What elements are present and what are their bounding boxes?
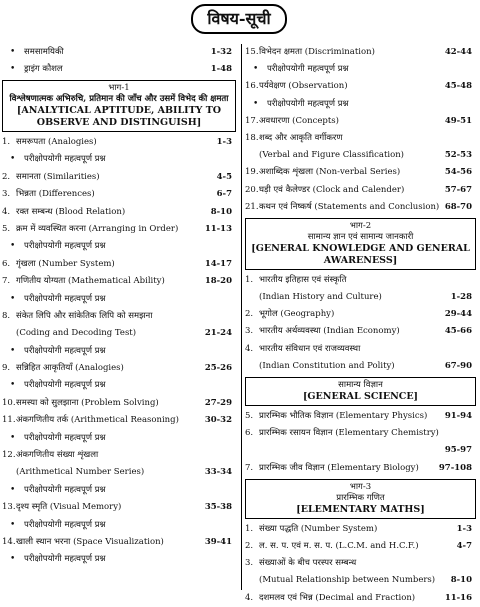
toc-entry <box>0 464 240 481</box>
page-range: 91-94 <box>444 411 472 421</box>
page-range: 68-70 <box>444 201 472 212</box>
entry-title: ड्राइंग कौशल <box>24 64 63 74</box>
page-range: 30-32 <box>204 415 232 426</box>
toc-entry <box>243 78 480 95</box>
bullet-icon: • <box>10 345 16 356</box>
section-3-label: भाग-3 <box>349 481 372 492</box>
section-1-english: [ANALYTICAL APTITUDE, ABILITY TO OBSERVE AND DISTINGUISH] <box>16 105 222 128</box>
entry-number: 2. <box>245 309 254 320</box>
toc-entry <box>243 44 480 61</box>
toc-entry <box>243 442 480 459</box>
page-range: 14-17 <box>204 258 232 269</box>
entry-title: (Mutual Relationship between Numbers) <box>259 575 436 586</box>
page-range: 27-29 <box>204 397 232 408</box>
bullet-icon: • <box>10 519 16 530</box>
page-range: 4-7 <box>456 540 472 551</box>
toc-subitem <box>0 238 240 255</box>
section-2-hindi: सामान्य ज्ञान एवं सामान्य जानकारी <box>307 231 414 242</box>
toc-subitem <box>0 430 240 447</box>
toc-entry <box>243 358 480 375</box>
toc-entry <box>0 204 240 221</box>
section-2-english: [GENERAL KNOWLEDGE AND GENERAL AWARENESS] <box>251 242 470 266</box>
entry-number: 8. <box>2 310 11 321</box>
entry-number: 6. <box>245 428 254 439</box>
entry-title: दृश्य स्मृति (Visual Memory) <box>16 502 122 513</box>
entry-number: 18. <box>245 132 259 143</box>
entry-title: अंकगणितीय संख्या शृंखला <box>16 450 99 461</box>
entry-title: अंकगणितीय तर्क (Arithmetical Reasoning) <box>16 415 179 426</box>
toc-entry <box>243 289 480 306</box>
toc-entry <box>0 395 240 412</box>
entry-number: 4. <box>245 592 254 603</box>
toc-subitem <box>0 343 240 360</box>
toc-entry <box>243 306 480 323</box>
entry-title: कथन एवं निष्कर्ष (Statements and Conclusion) <box>259 201 440 212</box>
bullet-icon: • <box>253 98 259 109</box>
toc-entry <box>0 169 240 186</box>
section-1-label: भाग-1 <box>108 83 130 93</box>
entry-title: रक्त सम्बन्ध (Blood Relation) <box>16 206 126 217</box>
entry-title: परीक्षोपयोगी महत्वपूर्ण प्रश्न <box>24 432 106 443</box>
page-range: 1-32 <box>210 47 232 57</box>
toc-entry <box>0 256 240 273</box>
page-range: 8-10 <box>210 206 232 217</box>
entry-title: भिन्नता (Differences) <box>16 189 95 200</box>
entry-title: अशाब्दिक शृंखला (Non-verbal Series) <box>259 167 401 178</box>
toc-entry <box>0 325 240 342</box>
entry-number: 5. <box>2 223 11 234</box>
entry-number: 3. <box>2 189 11 200</box>
toc-entry <box>243 538 480 555</box>
page-range: 49-51 <box>444 115 472 126</box>
entry-number: 3. <box>245 326 254 337</box>
entry-title: दशमलव एवं भिन्न (Decimal and Fraction) <box>259 592 416 603</box>
page-range: 6-7 <box>216 189 232 200</box>
entry-title: खाली स्थान भरना (Space Visualization) <box>16 536 164 547</box>
entry-title: समस्या को सुलझाना (Problem Solving) <box>16 397 159 408</box>
entry-number: 4. <box>245 343 254 354</box>
section-science-header <box>245 377 476 406</box>
entry-title: क्रम में व्यवस्थित करना (Arranging in Order) <box>16 223 179 234</box>
bullet-icon: • <box>10 432 16 443</box>
entry-title: भारतीय इतिहास एवं संस्कृति <box>259 274 347 285</box>
toc-entry <box>0 534 240 551</box>
entry-number: 17. <box>245 115 259 126</box>
entry-number: 14. <box>2 536 16 547</box>
entry-title: पर्यवेक्षण (Observation) <box>259 81 348 92</box>
entry-number: 16. <box>245 81 259 92</box>
toc-entry <box>0 447 240 464</box>
entry-title: गणितीय योग्यता (Mathematical Ability) <box>16 276 165 287</box>
toc-entry <box>243 164 480 181</box>
entry-number: 9. <box>2 363 11 374</box>
entry-number: 20. <box>245 184 259 195</box>
section-1-hindi: विश्लेषणात्मक अभिरुचि, प्रतिमान की जाँच और उसमें विभेद की क्षमता <box>9 94 229 104</box>
toc-entry <box>243 460 480 477</box>
page-range: 57-67 <box>444 184 472 195</box>
page-title: विषय-सूची <box>191 4 287 34</box>
column-divider <box>241 44 242 590</box>
entry-number: 21. <box>245 201 259 212</box>
entry-title: गृंखला (Number System) <box>16 258 115 269</box>
toc-entry <box>243 272 480 289</box>
section-2-header <box>245 218 476 270</box>
entry-title: परीक्षोपयोगी महत्वपूर्ण प्रश्न <box>24 554 106 565</box>
page-range: 8-10 <box>450 575 472 586</box>
entry-number: 6. <box>2 258 11 269</box>
entry-number: 11. <box>2 415 16 426</box>
toc-entry <box>243 572 480 589</box>
toc-entry <box>243 147 480 164</box>
entry-number: 1. <box>245 274 254 285</box>
page-range: 11-13 <box>204 223 232 234</box>
page-range: 1-28 <box>450 292 472 303</box>
section-2-label: भाग-2 <box>349 220 372 231</box>
entry-title: (Indian Constitution and Polity) <box>259 360 395 371</box>
section-1-header <box>2 80 236 132</box>
entry-title: प्रारम्भिक भौतिक विज्ञान (Elementary Physics) <box>259 411 428 421</box>
page-range: 18-20 <box>204 276 232 287</box>
toc-entry <box>243 590 480 607</box>
bullet-icon: • <box>10 554 16 565</box>
entry-number: 19. <box>245 167 259 178</box>
bullet-icon: • <box>10 64 16 74</box>
entry-number: 15. <box>245 47 259 57</box>
toc-entry <box>0 134 240 151</box>
entry-title: (Arithmetical Number Series) <box>16 467 145 478</box>
page-range: 4-5 <box>216 171 232 182</box>
toc-subitem <box>0 482 240 499</box>
page-range: 21-24 <box>204 328 232 339</box>
entry-title: परीक्षोपयोगी महत्वपूर्ण प्रश्न <box>24 484 106 495</box>
entry-title: परीक्षोपयोगी महत्वपूर्ण प्रश्न <box>24 380 106 391</box>
entry-title: समरूपता (Analogies) <box>16 137 97 147</box>
entry-number: 10. <box>2 397 16 408</box>
page-range: 95-97 <box>444 445 472 456</box>
toc-subitem <box>0 44 240 61</box>
page-range: 67-90 <box>444 360 472 371</box>
entry-title: परीक्षोपयोगी महत्वपूर्ण प्रश्न <box>267 64 349 75</box>
entry-title: समानता (Similarities) <box>16 171 100 182</box>
toc-entry <box>243 182 480 199</box>
toc-entry <box>243 199 480 216</box>
toc-entry <box>243 555 480 572</box>
entry-title: ल. स. प. एवं म. स. प. (L.C.M. and H.C.F.) <box>259 540 419 551</box>
section-3-hindi: प्रारम्भिक गणित <box>336 492 385 503</box>
toc-subitem <box>0 291 240 308</box>
toc-subitem <box>0 61 240 78</box>
entry-title: संकेत लिपि और सांकेतिक लिपि को समझना <box>16 310 153 321</box>
entry-title: प्रारम्भिक जीव विज्ञान (Elementary Biology) <box>259 462 419 473</box>
toc-subitem <box>0 151 240 168</box>
toc-entry <box>243 408 480 425</box>
entry-title: सन्निहित आकृतियाँ (Analogies) <box>16 363 124 374</box>
entry-number: 12. <box>2 450 16 461</box>
toc-subitem <box>0 551 240 568</box>
entry-title: (Coding and Decoding Test) <box>16 328 137 339</box>
toc-entry <box>243 130 480 147</box>
entry-number: 7. <box>2 276 11 287</box>
section-science-english: [GENERAL SCIENCE] <box>302 391 419 402</box>
toc-entry <box>243 323 480 340</box>
entry-number: 2. <box>245 540 254 551</box>
toc-entry <box>0 308 240 325</box>
entry-title: भारतीय संविधान एवं राजव्यवस्था <box>259 343 361 354</box>
entry-title: संख्या पद्धति (Number System) <box>259 523 378 534</box>
page-range: 45-66 <box>444 326 472 337</box>
section-science-hindi: सामान्य विज्ञान <box>338 380 383 390</box>
page-range: 1-3 <box>456 523 472 534</box>
page-range: 25-26 <box>204 363 232 374</box>
entry-number: 1. <box>245 523 254 534</box>
section-3-header <box>245 479 476 519</box>
entry-title: (Indian History and Culture) <box>259 292 382 303</box>
entry-title: विभेदन क्षमता (Discrimination) <box>259 47 375 57</box>
page-range: 35-38 <box>204 502 232 513</box>
bullet-icon: • <box>10 380 16 391</box>
entry-number: 4. <box>2 206 11 217</box>
page-range: 11-16 <box>444 592 472 603</box>
entry-title: (Verbal and Figure Classification) <box>259 150 404 161</box>
entry-title: घड़ी एवं कैलेण्डर (Clock and Calender) <box>259 184 405 195</box>
right-column <box>243 44 480 607</box>
toc-entry <box>243 425 480 442</box>
entry-number: 13. <box>2 502 16 513</box>
toc-entry <box>243 521 480 538</box>
bullet-icon: • <box>10 241 16 252</box>
entry-title: परीक्षोपयोगी महत्वपूर्ण प्रश्न <box>267 98 349 109</box>
toc-entry <box>0 499 240 516</box>
bullet-icon: • <box>253 64 259 75</box>
toc-entry <box>0 221 240 238</box>
toc-subitem <box>243 96 480 113</box>
entry-number: 1. <box>2 137 11 147</box>
left-column <box>0 44 240 569</box>
entry-title: भूगोल (Geography) <box>259 309 335 320</box>
toc-entry <box>243 341 480 358</box>
bullet-icon: • <box>10 484 16 495</box>
entry-title: समसामयिकी <box>24 47 64 57</box>
page-range: 29-44 <box>444 309 472 320</box>
bullet-icon: • <box>10 154 16 165</box>
toc-entry <box>0 186 240 203</box>
toc-entry <box>0 360 240 377</box>
bullet-icon: • <box>10 47 16 57</box>
entry-title: प्रारम्भिक रसायन विज्ञान (Elementary Chemistry) <box>259 428 439 439</box>
entry-title: शब्द और आकृति वर्गीकरण <box>259 132 343 143</box>
page-range: 52-53 <box>444 150 472 161</box>
entry-title: परीक्षोपयोगी महत्वपूर्ण प्रश्न <box>24 345 106 356</box>
entry-title: परीक्षोपयोगी महत्वपूर्ण प्रश्न <box>24 293 106 304</box>
toc-entry <box>0 412 240 429</box>
entry-number: 3. <box>245 558 254 569</box>
page-range: 33-34 <box>204 467 232 478</box>
entry-title: परीक्षोपयोगी महत्वपूर्ण प्रश्न <box>24 241 106 252</box>
entry-number: 2. <box>2 171 11 182</box>
page-range: 97-108 <box>438 462 472 473</box>
section-3-english: [ELEMENTARY MATHS] <box>296 503 425 515</box>
toc-subitem <box>0 377 240 394</box>
page-range: 45-48 <box>444 81 472 92</box>
bullet-icon: • <box>10 293 16 304</box>
page-range: 39-41 <box>204 536 232 547</box>
toc-entry <box>0 273 240 290</box>
entry-title: संख्याओं के बीच परस्पर सम्बन्ध <box>259 558 357 569</box>
toc-subitem <box>0 517 240 534</box>
entry-number: 7. <box>245 462 254 473</box>
page-range: 1-48 <box>210 64 232 74</box>
page-range: 1-3 <box>216 137 232 147</box>
toc-entry <box>243 113 480 130</box>
entry-title: परीक्षोपयोगी महत्वपूर्ण प्रश्न <box>24 519 106 530</box>
entry-number: 5. <box>245 411 254 421</box>
toc-subitem <box>243 61 480 78</box>
entry-title: अवधारणा (Concepts) <box>259 115 339 126</box>
entry-title: परीक्षोपयोगी महत्वपूर्ण प्रश्न <box>24 154 106 165</box>
page-range: 54-56 <box>444 167 472 178</box>
entry-title: भारतीय अर्थव्यवस्था (Indian Economy) <box>259 326 400 337</box>
page-range: 42-44 <box>444 47 472 57</box>
